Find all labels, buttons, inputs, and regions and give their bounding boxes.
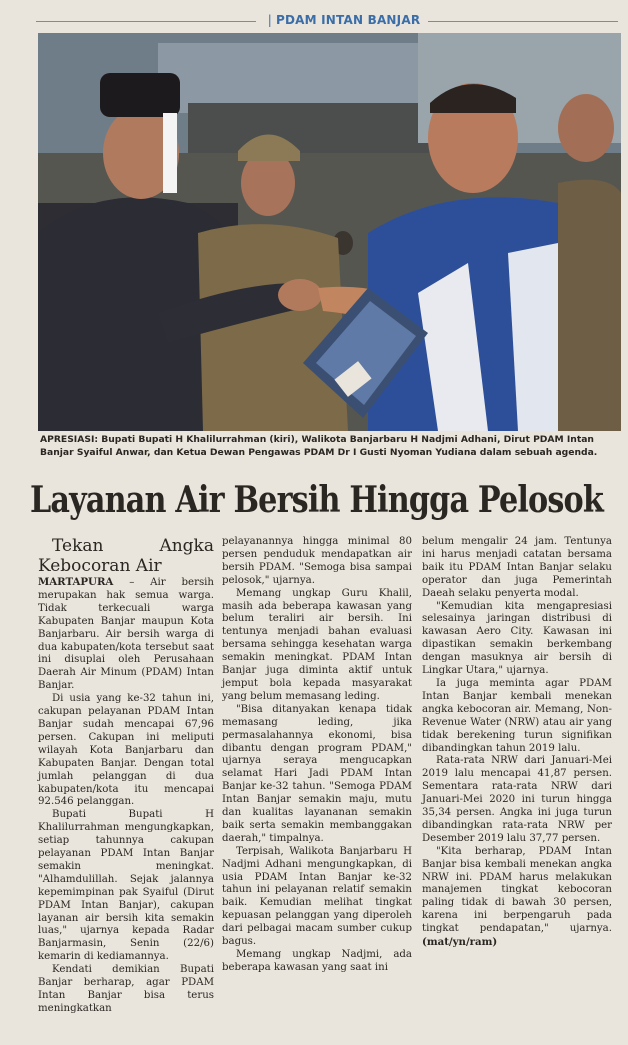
photo-caption: [40, 434, 618, 459]
news-photo: [38, 33, 621, 431]
article-paragraph: Di usia yang ke-32 tahun ini, cakupan pelayanan PDAM Intan Banjar sudah mencapai 67,96 persen. Cakupan ini meliputi wilayah Kota Banjarbaru dan Kabupaten Banjar. Dengan total jumlah pelanggan di dua kabupaten/kota itu mencapai 92.546 pelanggan.: [38, 693, 214, 808]
caption-text: Bupati Bupati H Khalilurrahman (kiri), Walikota Banjarbaru H Nadjmi Adhani, Dirut PDAM Intan Banjar Syaiful Anwar, dan Ketua Dewan Pengawas PDAM Dr I Gusti Nyoman Yudiana dalam sebuah agenda.: [40, 434, 598, 458]
section-title-text: PDAM INTAN BANJAR: [275, 13, 421, 27]
article-subhead: Tekan Angka Kebocoran Air: [38, 536, 214, 576]
caption-label: APRESIASI:: [40, 434, 99, 445]
paragraph-text: – Air bersih merupakan hak semua warga. Tidak terkecuali warga Kabupaten Banjar maupun Kota Banjarbaru. Air bersih warga di dua kabupaten/kota tersebut saat ini disuplai oleh Perusahaan Daerah Air Minum (PDAM) Intan Banjar.: [38, 577, 214, 692]
author-signature: (mat/yn/ram): [422, 936, 498, 949]
article-column-2: [222, 536, 412, 975]
section-title: | PDAM INTAN BANJAR: [267, 13, 421, 27]
header-rule-right: [428, 21, 618, 22]
article-headline: Layanan Air Bersih Hingga Pelosok: [30, 479, 603, 521]
header-rule-left: [36, 21, 256, 22]
paragraph-text: "Kita berharap, PDAM Intan Banjar bisa kembali menekan angka NRW ini. PDAM harus melakukan manajemen tingkat kebocoran paling tidak di bawah 30 persen, karena ini berpengaruh pada tingkat pendapatan," ujarnya.: [422, 845, 612, 935]
article-column-3: [422, 536, 612, 950]
section-header: [0, 10, 628, 34]
article-paragraph: belum mengalir 24 jam. Tentunya ini harus menjadi catatan bersama baik itu PDAM Intan Banjar selaku operator dan juga Pemerintah Daeah selaku penyerta modal.: [422, 536, 612, 599]
photo-illustration: [38, 33, 621, 431]
dateline: MARTAPURA: [38, 576, 114, 588]
article-paragraph: pelayanannya hingga minimal 80 persen penduduk mendapatkan air bersih PDAM. "Semoga bisa sampai pelosok," ujarnya.: [222, 536, 412, 586]
article-paragraph: "Bisa ditanyakan kenapa tidak memasang leding, jika permasalahannya ekonomi, bisa dibantu dengan program PDAM," ujarnya seraya mengucapkan selamat Hari Jadi PDAM Intan Banjar ke-32 tahun. "Semoga PDAM Intan Banjar semakin maju, mutu dan kualitas layananan semakin baik serta semakin membanggakan daerah," timpalnya.: [222, 703, 412, 844]
article-paragraph: Kendati demikian Bupati Banjar berharap, agar PDAM Intan Banjar bisa terus meningkatkan: [38, 964, 214, 1014]
article-column-1: [38, 536, 214, 1016]
article-paragraph: [38, 576, 214, 693]
article-paragraph: "Kemudian kita mengapresiasi selesainya jaringan distribusi di kawasan Aero City. Kawasan ini dipastikan semakin berkembang dengan masuknya air bersih di Lingkar Utara," ujarnya.: [422, 600, 612, 677]
article-paragraph: Rata-rata NRW dari Januari-Mei 2019 lalu mencapai 41,87 persen. Sementara rata-rata NRW dari Januari-Mei 2020 ini turun hingga 35,34 persen. Angka ini juga turun dibandingkan rata-rata NRW per Desember 2019 lalu 37,77 persen.: [422, 755, 612, 844]
article-paragraph: Memang ungkap Nadjmi, ada beberapa kawasan yang saat ini: [222, 949, 412, 973]
article-paragraph: Ia juga meminta agar PDAM Intan Banjar kembali menekan angka kebocoran air. Memang, Non-Revenue Water (NRW) atau air yang tidak berekening turun signifikan dibandingkan tahun 2019 lalu.: [422, 677, 612, 754]
article-paragraph: Memang ungkap Guru Khalil, masih ada beberapa kawasan yang belum teraliri air bersih. Ini tentunya menjadi bahan evaluasi bersama sehingga kesehatan warga semakin meningkat. PDAM Intan Banjar juga diminta aktif untuk jemput bola kepada masyarakat yang belum memasang leding.: [222, 587, 412, 702]
article-paragraph: [422, 846, 612, 950]
article-paragraph: Terpisah, Walikota Banjarbaru H Nadjmi Adhani mengungkapkan, di usia PDAM Intan Banjar ke-32 tahun ini pelayanan relatif semakin baik. Kemudian melihat tingkat kepuasan pelanggan yang diperoleh dari pelbagai macam sumber cukup bagus.: [222, 845, 412, 948]
article-paragraph: Bupati Bupati H Khalilurrahman mengungkapkan, setiap tahunnya cakupan pelayanan PDAM Intan Banjar semakin meningkat. "Alhamdulillah. Sejak jalannya kepemimpinan pak Syaiful (Dirut PDAM Intan Banjar), cakupan layanan air bersih kita semakin luas," ujarnya kepada Radar Banjarmasin, Senin (22/6) kemarin di kediamannya.: [38, 809, 214, 963]
